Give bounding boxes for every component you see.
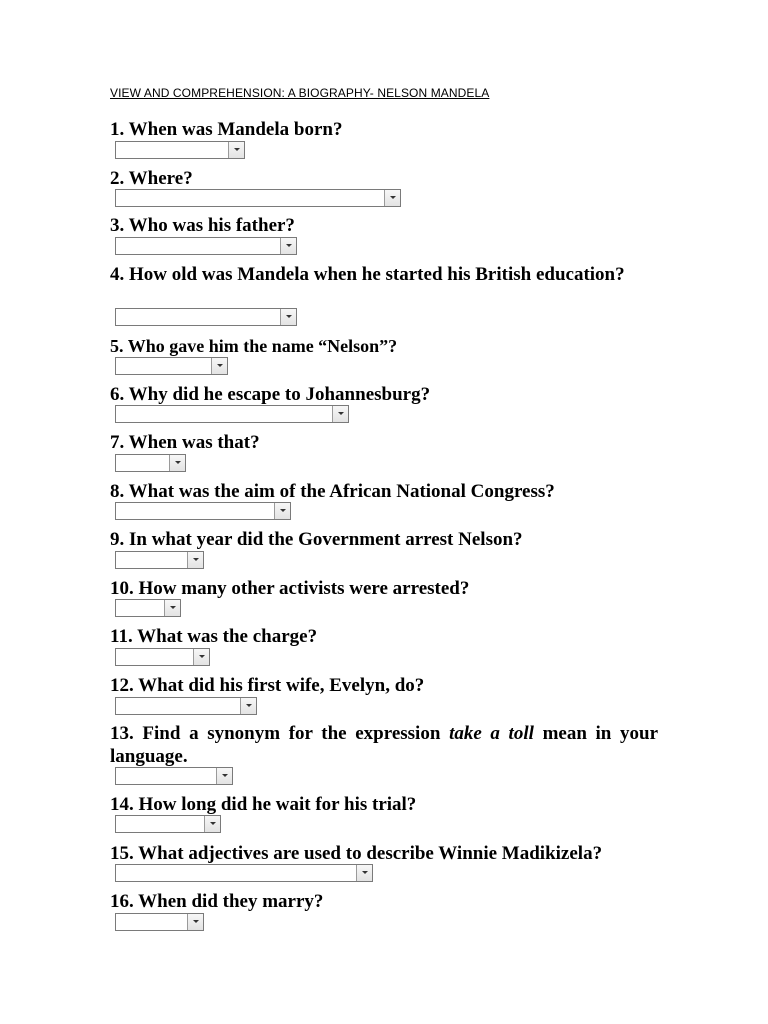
question-text: How long did he wait for his trial? (138, 794, 417, 815)
question-number: 3. (110, 215, 125, 236)
page-title: VIEW AND COMPREHENSION: A BIOGRAPHY- NELSON MANDELA (110, 86, 490, 100)
question-text: Who gave him the name “Nelson”? (127, 336, 398, 356)
question-number: 13. (110, 723, 134, 744)
question-2 (110, 167, 658, 190)
answer-dropdown-13[interactable] (115, 767, 233, 785)
chevron-down-icon[interactable] (384, 190, 400, 206)
question-text: In what year did the Government arrest Nelson? (129, 529, 523, 550)
question-number: 4. (110, 264, 125, 285)
answer-dropdown-3[interactable] (115, 237, 297, 255)
question-text: What was the aim of the African National Congress? (128, 481, 555, 502)
answer-dropdown-6[interactable] (115, 405, 349, 423)
question-number: 9. (110, 529, 125, 550)
question-5 (110, 335, 658, 358)
question-10 (110, 577, 658, 600)
question-number: 2. (110, 168, 125, 189)
answer-dropdown-10[interactable] (115, 599, 181, 617)
chevron-down-icon[interactable] (164, 600, 180, 616)
question-3 (110, 214, 658, 237)
chevron-down-icon[interactable] (187, 552, 203, 568)
question-italic-expression: take a toll (449, 723, 534, 744)
question-text: How many other activists were arrested? (138, 578, 470, 599)
chevron-down-icon[interactable] (193, 649, 209, 665)
chevron-down-icon[interactable] (240, 698, 256, 714)
question-1 (110, 118, 658, 141)
question-text: When was Mandela born? (128, 119, 343, 140)
chevron-down-icon[interactable] (228, 142, 244, 158)
answer-dropdown-15[interactable] (115, 864, 373, 882)
question-text-end: mean in your language. (110, 723, 659, 767)
answer-dropdown-11[interactable] (115, 648, 210, 666)
answer-dropdown-4[interactable] (115, 308, 297, 326)
chevron-down-icon[interactable] (211, 358, 227, 374)
chevron-down-icon[interactable] (169, 455, 185, 471)
question-number: 14. (110, 794, 134, 815)
chevron-down-icon[interactable] (332, 406, 348, 422)
question-14 (110, 793, 658, 816)
question-text: What was the charge? (137, 626, 318, 647)
chevron-down-icon[interactable] (216, 768, 232, 784)
question-text: What adjectives are used to describe Winnie Madikizela? (138, 843, 603, 864)
question-number: 10. (110, 578, 134, 599)
chevron-down-icon[interactable] (274, 503, 290, 519)
answer-dropdown-5[interactable] (115, 357, 228, 375)
answer-dropdown-12[interactable] (115, 697, 257, 715)
question-12 (110, 674, 658, 697)
question-text: When was that? (128, 432, 260, 453)
question-16 (110, 890, 658, 913)
question-text: How old was Mandela when he started his British education? (129, 264, 625, 285)
question-number: 8. (110, 481, 125, 502)
question-number: 5. (110, 336, 124, 356)
answer-dropdown-2[interactable] (115, 189, 401, 207)
question-text: What did his first wife, Evelyn, do? (138, 675, 425, 696)
question-text: Find a synonym for the expression (142, 723, 441, 744)
chevron-down-icon[interactable] (187, 914, 203, 930)
question-number: 11. (110, 626, 133, 647)
question-9 (110, 528, 658, 551)
question-text: Where? (128, 168, 193, 189)
question-number: 12. (110, 675, 134, 696)
answer-dropdown-1[interactable] (115, 141, 245, 159)
question-number: 1. (110, 119, 125, 140)
question-text: Why did he escape to Johannesburg? (128, 384, 431, 405)
question-text: When did they marry? (138, 891, 324, 912)
question-text: Who was his father? (128, 215, 295, 236)
chevron-down-icon[interactable] (280, 238, 296, 254)
answer-dropdown-14[interactable] (115, 815, 221, 833)
answer-dropdown-9[interactable] (115, 551, 204, 569)
question-number: 15. (110, 843, 134, 864)
question-11 (110, 625, 658, 648)
answer-dropdown-7[interactable] (115, 454, 186, 472)
question-number: 16. (110, 891, 134, 912)
question-8 (110, 480, 658, 503)
chevron-down-icon[interactable] (204, 816, 220, 832)
chevron-down-icon[interactable] (280, 309, 296, 325)
question-number: 7. (110, 432, 125, 453)
question-4 (110, 263, 658, 286)
question-7 (110, 431, 658, 454)
answer-dropdown-16[interactable] (115, 913, 204, 931)
question-6 (110, 383, 658, 406)
answer-dropdown-8[interactable] (115, 502, 291, 520)
chevron-down-icon[interactable] (356, 865, 372, 881)
question-number: 6. (110, 384, 125, 405)
question-13 (110, 722, 658, 768)
question-15 (110, 842, 658, 865)
